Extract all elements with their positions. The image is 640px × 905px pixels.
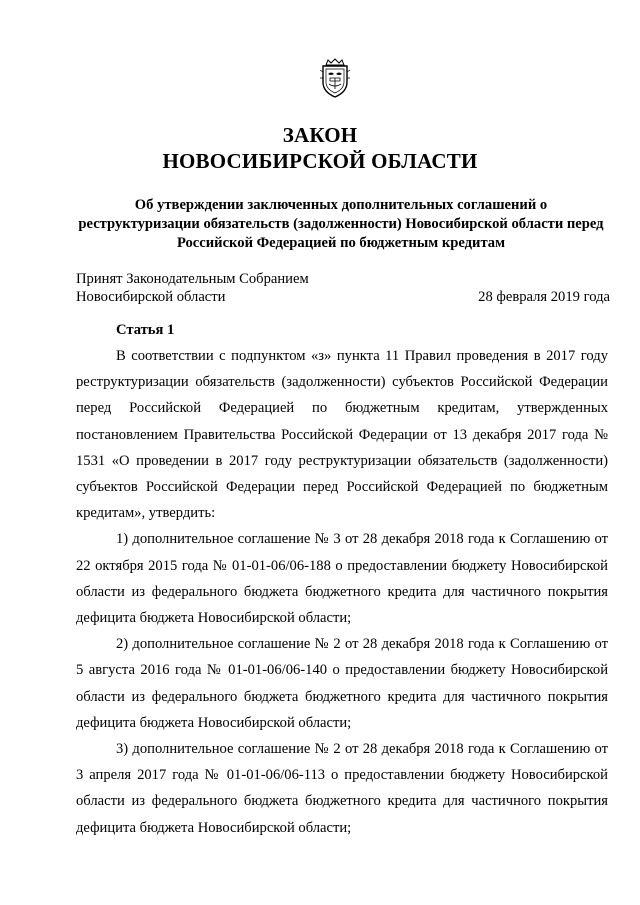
article-paragraph: 3) дополнительное соглашение № 2 от 28 декабря 2018 года к Соглашению от 3 апреля 2017 года № 01-01-06/06-113 о предоставлении бюджету Новосибирской области из федерального бюджета бюджетного кредита для частичного покрытия дефицита бюджета Новосибирской области; [76,741,608,836]
adopted-by-line1: Принят Законодательным Собранием [76,271,309,287]
adopted-by-line2: Новосибирской области [76,289,226,305]
adoption-block [76,270,610,306]
article-paragraph: 2) дополнительное соглашение № 2 от 28 декабря 2018 года к Соглашению от 5 августа 2016 года № 01-01-06/06-140 о предоставлении бюджету Новосибирской области из федерального бюджета бюджетного кредита для частичного покрытия дефицита бюджета Новосибирской области; [76,636,608,731]
law-title: ЗАКОН [282,123,358,147]
region-title: НОВОСИБИРСКОЙ ОБЛАСТИ [162,149,478,173]
law-subject: Об утверждении заключенных дополнительных соглашений о реструктуризации обязательств (задолженности) Новосибирской области перед Российской Федерацией по бюджетным кредитам [78,197,604,251]
coat-of-arms-icon [318,58,352,98]
adoption-date: 28 февраля 2019 года [478,289,610,305]
article-paragraph: 1) дополнительное соглашение № 3 от 28 декабря 2018 года к Соглашению от 22 октября 2015 года № 01-01-06/06-188 о предоставлении бюджету Новосибирской области из федерального бюджета бюджетного кредита для частичного покрытия дефицита бюджета Новосибирской области; [76,531,608,627]
article-heading: Статья 1 [116,322,175,338]
article-paragraph: В соответствии с подпунктом «з» пункта 11 Правил проведения в 2017 году реструктуризации обязательств (задолженности) субъектов Российской Федерации перед Российской Федерацией по бюджетным кредитам, утвержденных постановлением Правительства Российской Федерации от 13 декабря 2017 года № 1531 «О проведении в 2017 году реструктуризации обязательств (задолженности) субъектов Российской Федерации перед Российской Федерацией по бюджетным кредитам», утвердить: [76,348,608,522]
article-body [76,343,608,841]
